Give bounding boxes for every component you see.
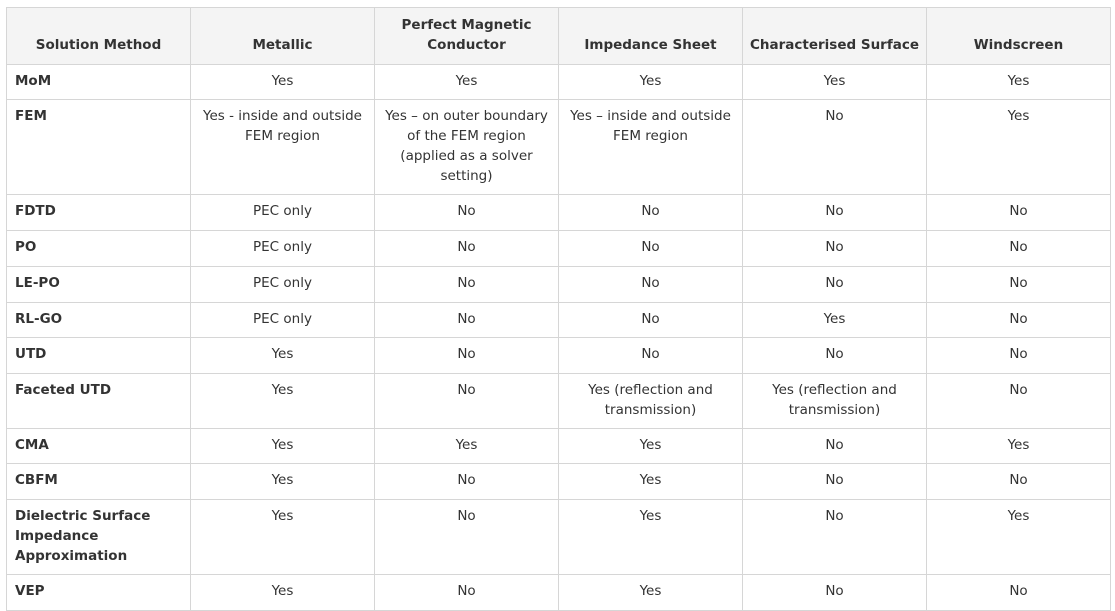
table-row	[7, 267, 1111, 303]
table-cell: Yes	[191, 464, 375, 500]
table-cell: Yes – on outer boundary of the FEM region (applied as a solver setting)	[375, 100, 559, 195]
table-cell: No	[743, 195, 927, 231]
table-row	[7, 464, 1111, 500]
row-method-label: UTD	[7, 338, 191, 374]
table-row	[7, 195, 1111, 231]
table-cell: No	[375, 195, 559, 231]
table-cell: Yes	[927, 500, 1111, 575]
table-cell: No	[743, 464, 927, 500]
table-cell: Yes	[191, 575, 375, 611]
table-cell: Yes	[191, 374, 375, 429]
table-cell: Yes	[743, 65, 927, 100]
table-row	[7, 100, 1111, 195]
table-row	[7, 231, 1111, 267]
table-row	[7, 429, 1111, 464]
row-method-label: Faceted UTD	[7, 374, 191, 429]
table-cell: No	[743, 267, 927, 303]
table-cell: Yes	[927, 65, 1111, 100]
table-cell: Yes (reflection and transmission)	[743, 374, 927, 429]
table-cell: No	[375, 338, 559, 374]
table-cell: No	[559, 231, 743, 267]
table-cell: Yes - inside and outside FEM region	[191, 100, 375, 195]
header-windscreen: Windscreen	[927, 8, 1111, 65]
table-cell: Yes	[559, 65, 743, 100]
row-method-label: FDTD	[7, 195, 191, 231]
solution-method-support-table	[6, 7, 1111, 611]
table-row	[7, 500, 1111, 575]
table-cell: Yes	[191, 500, 375, 575]
table-row	[7, 374, 1111, 429]
table-cell: PEC only	[191, 195, 375, 231]
table-cell: No	[927, 231, 1111, 267]
table-row	[7, 65, 1111, 100]
table-cell: Yes	[559, 429, 743, 464]
header-solution-method: Solution Method	[7, 8, 191, 65]
table-cell: Yes	[559, 575, 743, 611]
table-cell: No	[927, 195, 1111, 231]
table-cell: No	[559, 267, 743, 303]
table-cell: No	[927, 303, 1111, 338]
table-cell: No	[375, 464, 559, 500]
table-cell: PEC only	[191, 303, 375, 338]
table-cell: No	[375, 303, 559, 338]
table-cell: No	[375, 267, 559, 303]
table-cell: No	[743, 100, 927, 195]
row-method-label: Dielectric Surface Impedance Approximation	[7, 500, 191, 575]
table-cell: Yes	[743, 303, 927, 338]
table-cell: PEC only	[191, 231, 375, 267]
table-cell: Yes (reflection and transmission)	[559, 374, 743, 429]
table-cell: Yes	[559, 500, 743, 575]
row-method-label: CMA	[7, 429, 191, 464]
row-method-label: LE-PO	[7, 267, 191, 303]
table-cell: No	[743, 429, 927, 464]
row-method-label: CBFM	[7, 464, 191, 500]
header-row	[7, 8, 1111, 65]
table-cell: No	[743, 500, 927, 575]
table-row	[7, 575, 1111, 611]
table-cell: Yes – inside and outside FEM region	[559, 100, 743, 195]
table-cell: No	[375, 231, 559, 267]
table-cell: Yes	[559, 464, 743, 500]
table-row	[7, 338, 1111, 374]
table-cell: No	[743, 338, 927, 374]
table-cell: PEC only	[191, 267, 375, 303]
row-method-label: PO	[7, 231, 191, 267]
table-cell: Yes	[927, 100, 1111, 195]
table-cell: No	[559, 303, 743, 338]
table-row	[7, 303, 1111, 338]
table-cell: No	[743, 575, 927, 611]
table-cell: Yes	[375, 65, 559, 100]
table-cell: No	[375, 500, 559, 575]
table-cell: Yes	[927, 429, 1111, 464]
header-characterised-surface: Characterised Surface	[743, 8, 927, 65]
row-method-label: RL-GO	[7, 303, 191, 338]
table-cell: No	[927, 575, 1111, 611]
table-cell: Yes	[375, 429, 559, 464]
table-cell: No	[375, 374, 559, 429]
table-cell: No	[927, 267, 1111, 303]
row-method-label: MoM	[7, 65, 191, 100]
table-cell: No	[559, 195, 743, 231]
table-cell: Yes	[191, 338, 375, 374]
table-cell: No	[375, 575, 559, 611]
header-impedance-sheet: Impedance Sheet	[559, 8, 743, 65]
header-metallic: Metallic	[191, 8, 375, 65]
table-cell: No	[559, 338, 743, 374]
row-method-label: FEM	[7, 100, 191, 195]
table-cell: No	[927, 464, 1111, 500]
row-method-label: VEP	[7, 575, 191, 611]
table-cell: No	[927, 338, 1111, 374]
table-cell: Yes	[191, 65, 375, 100]
table-cell: No	[927, 374, 1111, 429]
header-perfect-magnetic-conductor: Perfect Magnetic Conductor	[375, 8, 559, 65]
table-cell: No	[743, 231, 927, 267]
table-cell: Yes	[191, 429, 375, 464]
